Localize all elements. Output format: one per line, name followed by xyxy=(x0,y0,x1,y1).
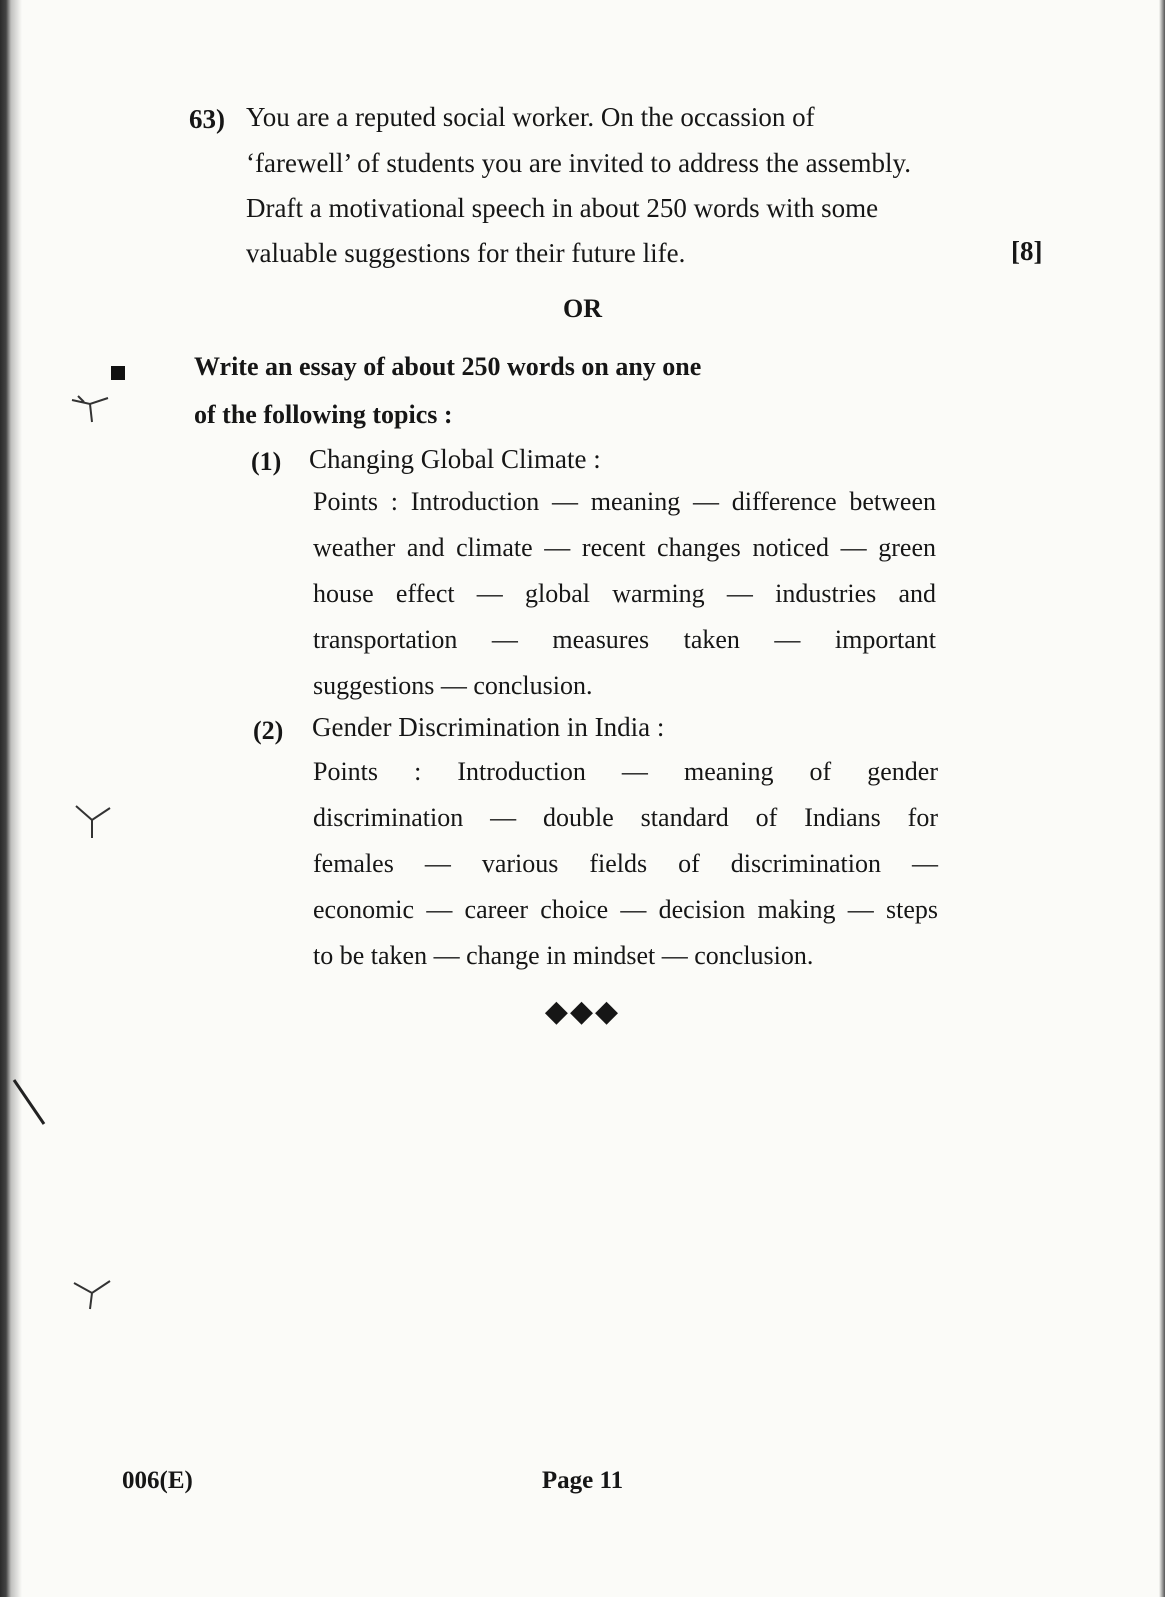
paper-code: 006(E) xyxy=(122,1467,193,1494)
topic-1-number: (1) xyxy=(251,447,282,476)
question-line-3: Draft a motivational speech in about 250 words with some xyxy=(246,193,879,223)
scan-edge-left xyxy=(0,0,22,1597)
topic-2-points-line: economic — career choice — decision making — steps xyxy=(313,895,938,924)
or-separator: OR xyxy=(563,294,602,323)
essay-heading-line-2: of the following topics : xyxy=(194,400,453,429)
topic-1-points-line: Points : Introduction — meaning — difference between xyxy=(313,487,936,516)
topic-2-points-line: to be taken — change in mindset — conclusion. xyxy=(313,941,814,970)
question-number: 63) xyxy=(189,104,225,134)
pencil-mark-2 xyxy=(70,800,120,845)
topic-2-points-line: Points : Introduction — meaning of gender xyxy=(313,757,938,786)
question-marks: [8] xyxy=(1011,236,1043,266)
question-line-1: You are a reputed social worker. On the occassion of xyxy=(246,102,815,132)
topic-2-points-line: discrimination — double standard of Indians for xyxy=(313,803,938,832)
bullet-square-icon xyxy=(111,366,125,380)
essay-heading-line-1: Write an essay of about 250 words on any one xyxy=(194,352,702,381)
pencil-mark-3 xyxy=(8,1076,48,1136)
scan-edge-right xyxy=(1159,0,1165,1597)
question-line-4: valuable suggestions for their future life. xyxy=(246,238,686,268)
topic-2-points-line: females — various fields of discrimination — xyxy=(313,849,938,878)
topic-2-points xyxy=(313,749,938,979)
topic-1-points-line: suggestions — conclusion. xyxy=(313,671,593,700)
topic-1-title: Changing Global Climate : xyxy=(309,444,601,474)
pencil-mark-4 xyxy=(70,1275,120,1315)
topic-1-points-line: transportation — measures taken — important xyxy=(313,625,936,654)
pencil-mark-1 xyxy=(68,390,118,430)
topic-1-points-line: weather and climate — recent changes noticed — green xyxy=(313,533,936,562)
topic-1-points xyxy=(313,479,936,709)
topic-2-title: Gender Discrimination in India : xyxy=(312,712,665,742)
end-diamonds: ◆◆◆ xyxy=(544,995,621,1028)
topic-1-points-line: house effect — global warming — industries and xyxy=(313,579,936,608)
question-line-2: ‘farewell’ of students you are invited to address the assembly. xyxy=(246,148,912,178)
topic-2-number: (2) xyxy=(253,716,284,745)
page-number: Page 11 xyxy=(541,1467,624,1494)
